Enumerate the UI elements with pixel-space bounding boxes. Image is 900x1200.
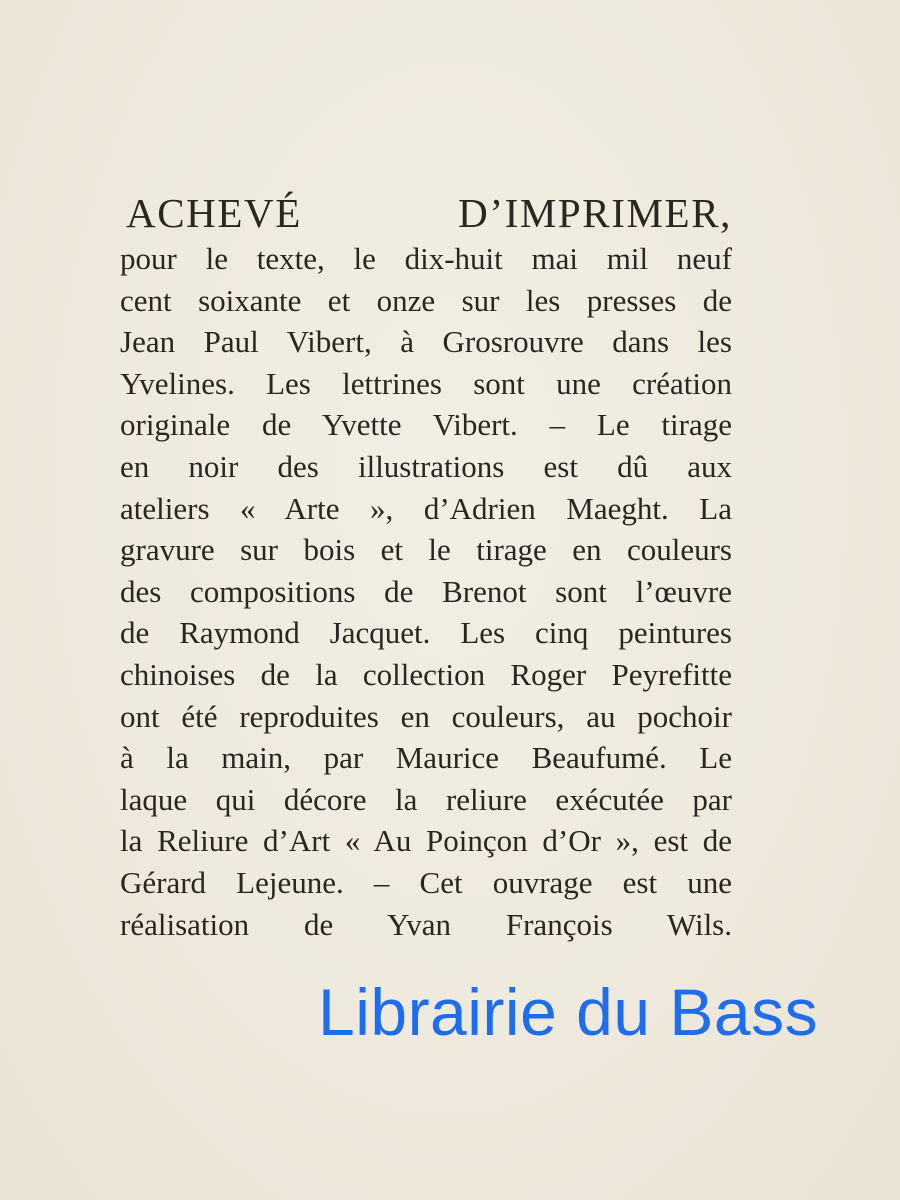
colophon-line: originale de Yvette Vibert. – Le tirage (120, 407, 732, 443)
colophon-line: à la main, par Maurice Beaufumé. Le (120, 740, 732, 776)
colophon-line: Jean Paul Vibert, à Grosrouvre dans les (120, 324, 732, 360)
colophon-line: gravure sur bois et le tirage en couleurs (120, 532, 732, 568)
colophon-line: laque qui décore la reliure exécutée par (120, 781, 732, 817)
colophon-body (120, 238, 732, 945)
watermark-text: Librairie du Bass (318, 975, 819, 1049)
colophon-line: pour le texte, le dix-huit mai mil neuf (120, 241, 732, 276)
colophon-line: cent soixante et onze sur les presses de (120, 282, 732, 318)
colophon-heading: ACHEVÉ D’IMPRIMER, (126, 190, 732, 236)
colophon-line: des compositions de Brenot sont l’œuvre (120, 573, 732, 609)
colophon-line: Yvelines. Les lettrines sont une création (120, 365, 732, 401)
colophon-line: la Reliure d’Art « Au Poinçon d’Or », est de (120, 823, 732, 859)
colophon-block (120, 188, 732, 945)
colophon-line: ateliers « Arte », d’Adrien Maeght. La (120, 490, 732, 526)
colophon-line: ont été reproduites en couleurs, au pochoir (120, 698, 732, 734)
colophon-line: réalisation de Yvan François Wils. (120, 906, 732, 942)
colophon-line: en noir des illustrations est dû aux (120, 448, 732, 484)
colophon-line: Gérard Lejeune. – Cet ouvrage est une (120, 864, 732, 900)
colophon-line: chinoises de la collection Roger Peyrefitte (120, 656, 732, 692)
colophon-line: de Raymond Jacquet. Les cinq peintures (120, 615, 732, 651)
